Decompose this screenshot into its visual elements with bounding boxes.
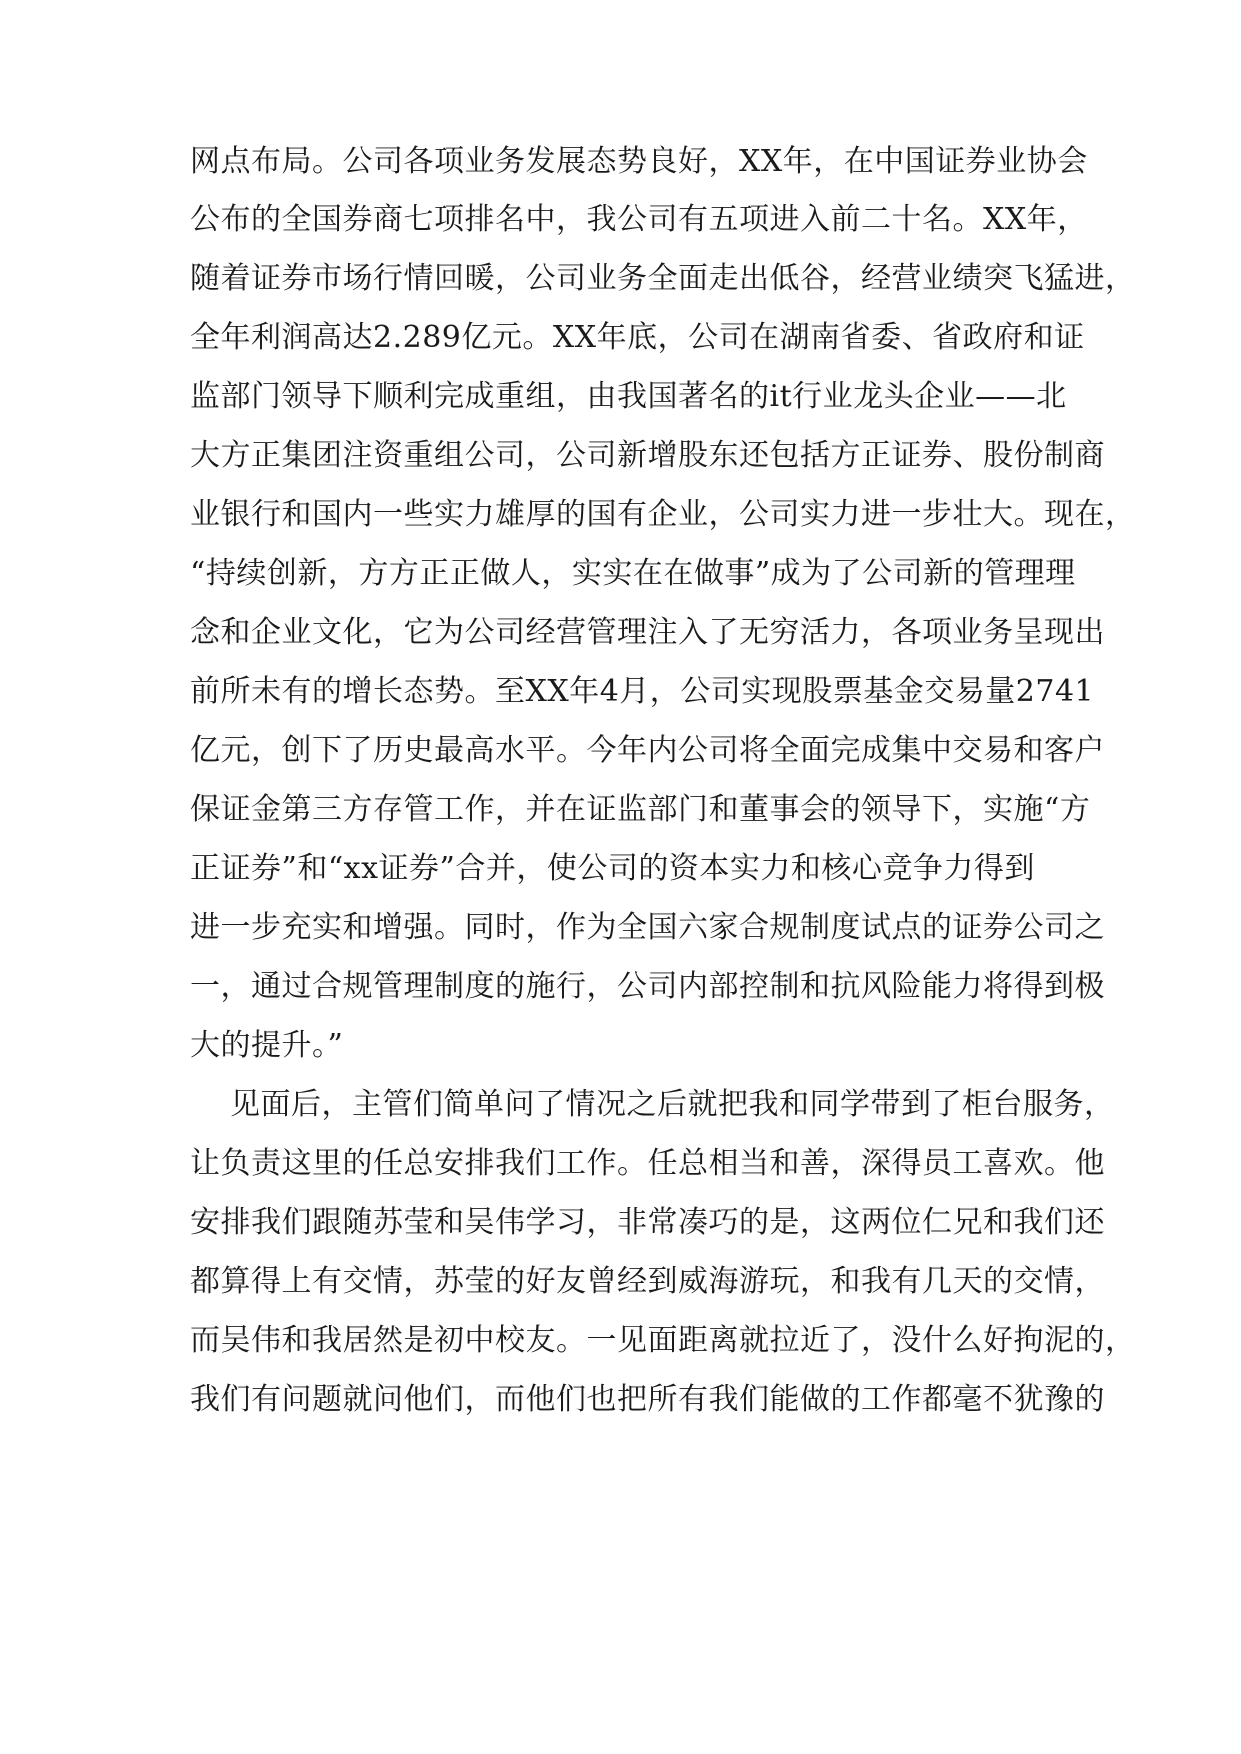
text-line: 大的提升。” — [190, 1028, 344, 1063]
text-line: 全年利润高达2.289亿元。XX年底，公司在湖南省委、省政府和证 — [190, 320, 1085, 355]
text-line: 保证金第三方存管工作，并在证监部门和董事会的领导下，实施“方 — [190, 792, 1091, 827]
text-line: 亿元，创下了历史最高水平。今年内公司将全面完成集中交易和客户 — [190, 733, 1105, 768]
text-line: “持续创新，方方正正做人，实实在在做事”成为了公司新的管理理 — [190, 556, 1076, 591]
text-line: 随着证券市场行情回暖，公司业务全面走出低谷，经营业绩突飞猛进， — [190, 261, 1136, 296]
text-line: 让负责这里的任总安排我们工作。任总相当和善，深得员工喜欢。他 — [190, 1146, 1105, 1181]
text-line: 都算得上有交情，苏莹的好友曾经到威海游玩，和我有几天的交情， — [190, 1264, 1105, 1299]
text-line: 业银行和国内一些实力雄厚的国有企业，公司实力进一步壮大。现在， — [190, 497, 1136, 532]
paragraph-first-line: 见面后，主管们简单问了情况之后就把我和同学带到了柜台服务， — [230, 1087, 1115, 1122]
text-line: 网点布局。公司各项业务发展态势良好，XX年，在中国证券业协会 — [190, 144, 1088, 179]
text-line: 大方正集团注资重组公司，公司新增股东还包括方正证券、股份制商 — [190, 438, 1105, 473]
text-line: 而吴伟和我居然是初中校友。一见面距离就拉近了，没什么好拘泥的， — [190, 1323, 1136, 1358]
text-line: 监部门领导下顺利完成重组，由我国著名的it行业龙头企业——北 — [190, 379, 1067, 414]
text-line: 前所未有的增长态势。至XX年4月，公司实现股票基金交易量2741 — [190, 674, 1095, 709]
text-line: 我们有问题就问他们，而他们也把所有我们能做的工作都毫不犹豫的 — [190, 1382, 1105, 1417]
text-line: 安排我们跟随苏莹和吴伟学习，非常凑巧的是，这两位仁兄和我们还 — [190, 1205, 1105, 1240]
text-line: 公布的全国券商七项排名中，我公司有五项进入前二十名。XX年， — [190, 202, 1088, 237]
text-line: 进一步充实和增强。同时，作为全国六家合规制度试点的证券公司之 — [190, 910, 1105, 945]
text-line: 念和企业文化，它为公司经营管理注入了无穷活力，各项业务呈现出 — [190, 615, 1105, 650]
text-line: 一，通过合规管理制度的施行，公司内部控制和抗风险能力将得到极 — [190, 969, 1105, 1004]
text-line: 正证券”和“xx证券”合并，使公司的资本实力和核心竞争力得到 — [190, 851, 1035, 886]
